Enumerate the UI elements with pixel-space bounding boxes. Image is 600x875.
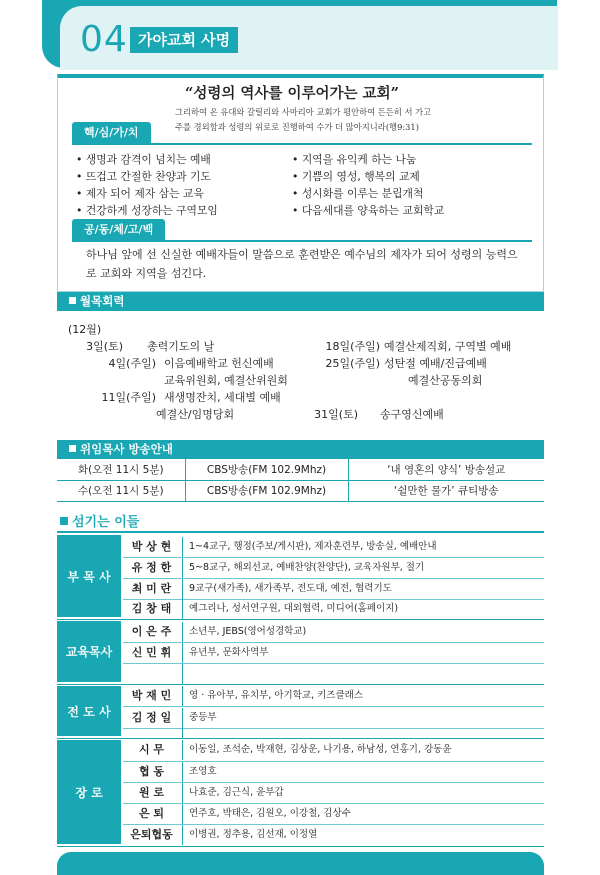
calendar-row: 교육위원회, 예결산위원회 [164,374,288,387]
core-values-right [292,151,444,219]
staff-role: 영 · 유아부, 유치부, 아기학교, 키즈클래스 [182,686,544,706]
list-item: • 생명과 감격이 넘치는 예배 [76,151,218,168]
staff-name: 시 무 [138,743,165,756]
broadcast-table [57,459,544,502]
staff-name: 은퇴협동 [130,828,173,841]
staff-name [123,728,180,738]
calendar-row: 4일(주일) 이음예배학교 헌신예배 [108,357,274,370]
staff-name: 협 동 [138,765,165,778]
month-label: (12월) [68,323,102,336]
square-icon [69,297,76,304]
staff-name: 박 재 민 [131,689,172,702]
staff-role: 소년부, JEBS(영어성경학교) [182,622,544,642]
staff-role: 이병권, 정추용, 김선재, 이정열 [182,825,544,845]
calendar-left [68,338,288,423]
staff-role: 5~8교구, 해외선교, 예배찬양(찬양단), 교육자원부, 절기 [182,558,544,578]
staff-name: 김 정 일 [131,711,172,724]
group-divider [57,738,544,739]
table-row: 수(오전 11시 5분) CBS방송(FM 102.9Mhz) ‘쉴만한 물가’ 큐티방송 [57,480,544,501]
list-item: • 다음세대를 양육하는 교회학교 [292,202,444,219]
mission-rule [72,240,532,242]
staff-name: 김 창 태 [131,602,172,615]
calendar-row: 3일(토) 총력기도의 날 [86,340,215,353]
staff-role: 9교구(새가족), 새가족부, 전도대, 예전, 협력기도 [182,579,544,599]
category-evangelists: 전 도 사 [57,686,121,738]
staff-role: 1~4교구, 행정(주보/게시판), 제자훈련부, 방송실, 예배안내 [182,537,544,557]
calendar-row: 11일(주일) 새생명잔치, 세대별 예배 [101,391,281,404]
bible-verse: 그리하여 온 유대와 갈릴리와 사마리아 교회가 평안하여 든든히 서 가고 주를 경외함과 성령의 위로로 진행하여 수가 더 많아지니라(행9:31) [175,107,432,132]
calendar-row: 예결산/임명당회 [156,408,235,421]
list-item: • 뜨겁고 간절한 찬양과 기도 [76,168,218,185]
chapter-title: 가야교회 사명 [130,27,238,53]
staff-name: 은 퇴 [138,807,165,820]
group-divider [57,684,544,685]
core-values-left [76,151,218,219]
group-divider [57,846,544,847]
category-assistant-pastors: 부 목 사 [57,535,121,619]
footer-band [57,852,544,875]
staff-role: 유년부, 문화사역부 [182,643,544,663]
staff-role [182,664,544,684]
list-item: • 건강하게 성장하는 구역모임 [76,202,218,219]
category-education-pastors: 교육목사 [57,621,121,684]
calendar-row: 예결산공동의회 [408,374,483,387]
calendar-row: 18일(주일) 예결산제직회, 구역별 예배 [325,340,512,353]
staff-name: 신 민 휘 [131,646,172,659]
category-elders: 장 로 [57,740,121,846]
list-item: • 성시화를 이루는 분립개척 [292,185,444,202]
staff-name: 원 로 [138,786,165,799]
staff-name: 유 정 한 [131,561,172,574]
table-row: 화(오전 11시 5분) CBS방송(FM 102.9Mhz) ‘내 영혼의 양식’ 방송설교 [57,459,544,480]
staff-role: 나효준, 김근식, 윤부갑 [182,783,544,803]
calendar-row: 31일(토) 송구영신예배 [314,408,444,421]
list-item: • 제자 되어 제자 삼는 교육 [76,185,218,202]
staff-title: 섬기는 이들 [60,511,139,530]
staff-name [123,664,180,684]
group-divider [57,619,544,620]
staff-role: 조영호 [182,762,544,782]
core-values-rule [72,143,532,145]
monthly-section-bar: 월목회력 [57,292,544,311]
staff-rule [57,531,544,533]
row-divider [123,706,544,707]
staff-role [182,728,544,738]
staff-role: 중등부 [182,708,544,728]
square-icon [60,517,68,525]
list-item: • 기쁨의 영성, 행복의 교제 [292,168,444,185]
staff-name: 박 상 현 [131,540,172,553]
staff-role: 예그리나, 성서연구원, 대외협력, 미디어(홈페이지) [182,599,544,619]
list-item: • 지역을 유익케 하는 나눔 [292,151,444,168]
mission-statement: 하나님 앞에 선 신실한 예배자들이 말씀으로 훈련받은 예수님의 제자가 되어 성령의 능력으로 교회와 지역을 섬긴다. [86,248,518,280]
calendar-right [312,338,511,423]
square-icon [69,445,76,452]
mission-label: 공/동/체/고/백 [72,219,165,241]
chapter-number: 04 [80,19,128,60]
staff-role: 연주호, 박태은, 김원오, 이강철, 김상수 [182,804,544,824]
broadcast-section-bar: 위임목사 방송안내 [57,440,544,459]
staff-role: 이동일, 조석순, 박재현, 김상운, 나기용, 하남성, 연홍기, 강동윤 [182,740,544,760]
staff-name: 이 은 주 [131,625,172,638]
calendar-row: 25일(주일) 성탄절 예배/진급예배 [325,357,487,370]
slogan: “성령의 역사를 이루어가는 교회” [185,85,399,102]
staff-name: 최 미 란 [131,582,172,595]
core-values-label: 핵/심/가/치 [72,122,151,144]
